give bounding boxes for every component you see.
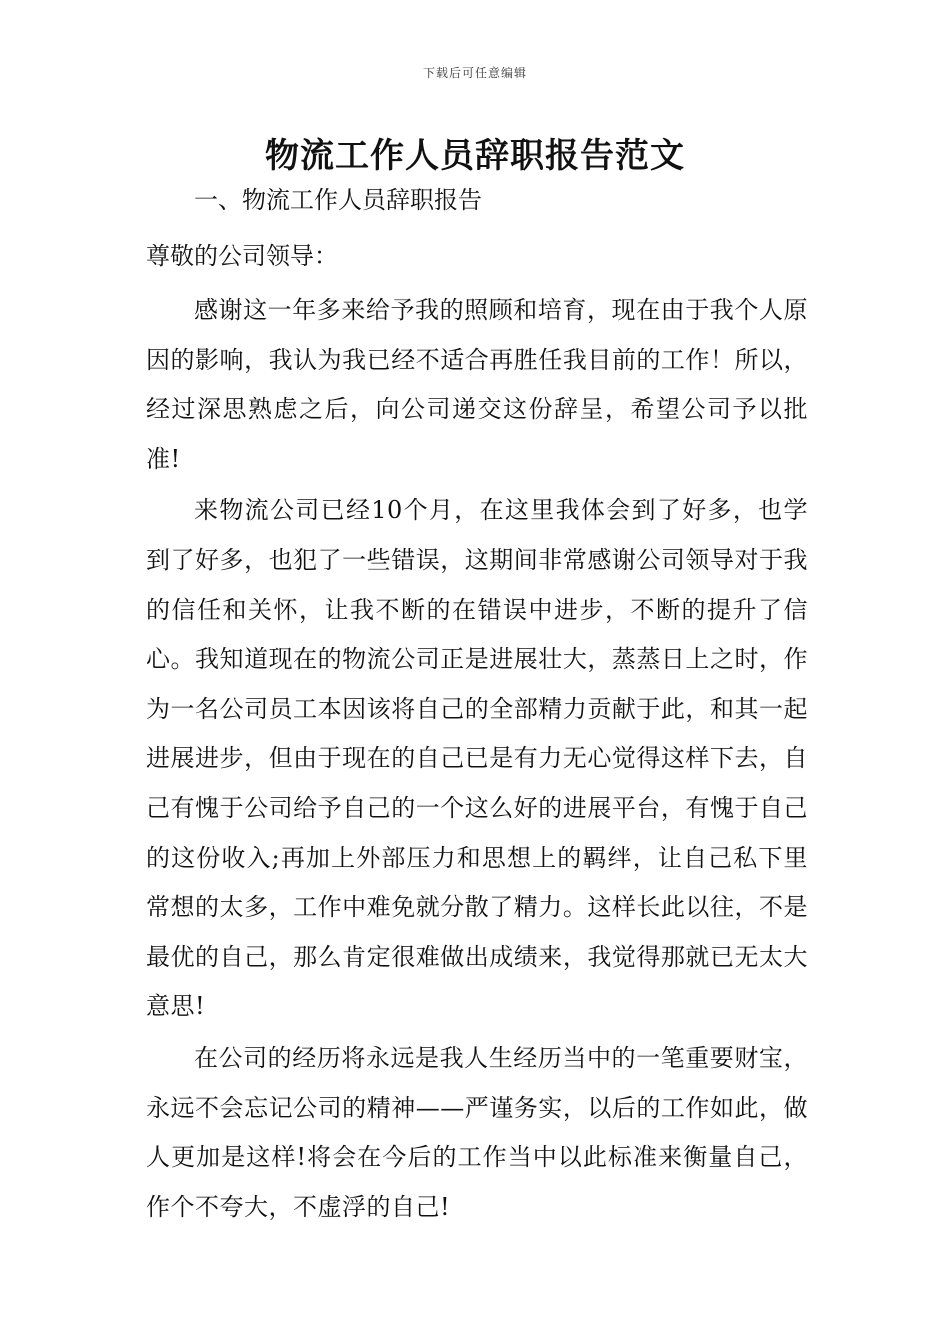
paragraph-3: 在公司的经历将永远是我人生经历当中的一笔重要财宝，永远不会忘记公司的精神——严谨务实，以后的工作如此，做人更加是这样!将会在今后的工作当中以此标准来衡量自己，作个不夸大，不虚浮的自己!	[146, 1043, 808, 1221]
header-note: 下载后可任意编辑	[422, 66, 527, 80]
document-body	[146, 182, 808, 1234]
paragraph-1: 感谢这一年多来给予我的照顾和培育，现在由于我个人原因的影响，我认为我已经不适合再胜任我目前的工作！所以，经过深思熟虑之后，向公司递交这份辞呈，希望公司予以批准!	[146, 296, 808, 473]
salutation: 尊敬的公司领导：	[146, 242, 338, 270]
section-heading: 一、物流工作人员辞职报告	[194, 186, 482, 214]
document-title: 物流工作人员辞职报告范文	[265, 136, 685, 176]
paragraph-2: 来物流公司已经10个月，在这里我体会到了好多，也学到了好多，也犯了一些错误，这期间非常感谢公司领导对于我的信任和关怀，让我不断的在错误中进步，不断的提升了信心。我知道现在的物流公司正是进展壮大，蒸蒸日上之时，作为一名公司员工本因该将自己的全部精力贡献于此，和其一起进展进步，但由于现在的自己已是有力无心觉得这样下去，自己有愧于公司给予自己的一个这么好的进展平台，有愧于自己的这份收入;再加上外部压力和思想上的羁绊，让自己私下里常想的太多，工作中难免就分散了精力。这样长此以往，不是最优的自己，那么肯定很难做出成绩来，我觉得那就已无太大意思!	[146, 496, 808, 1021]
